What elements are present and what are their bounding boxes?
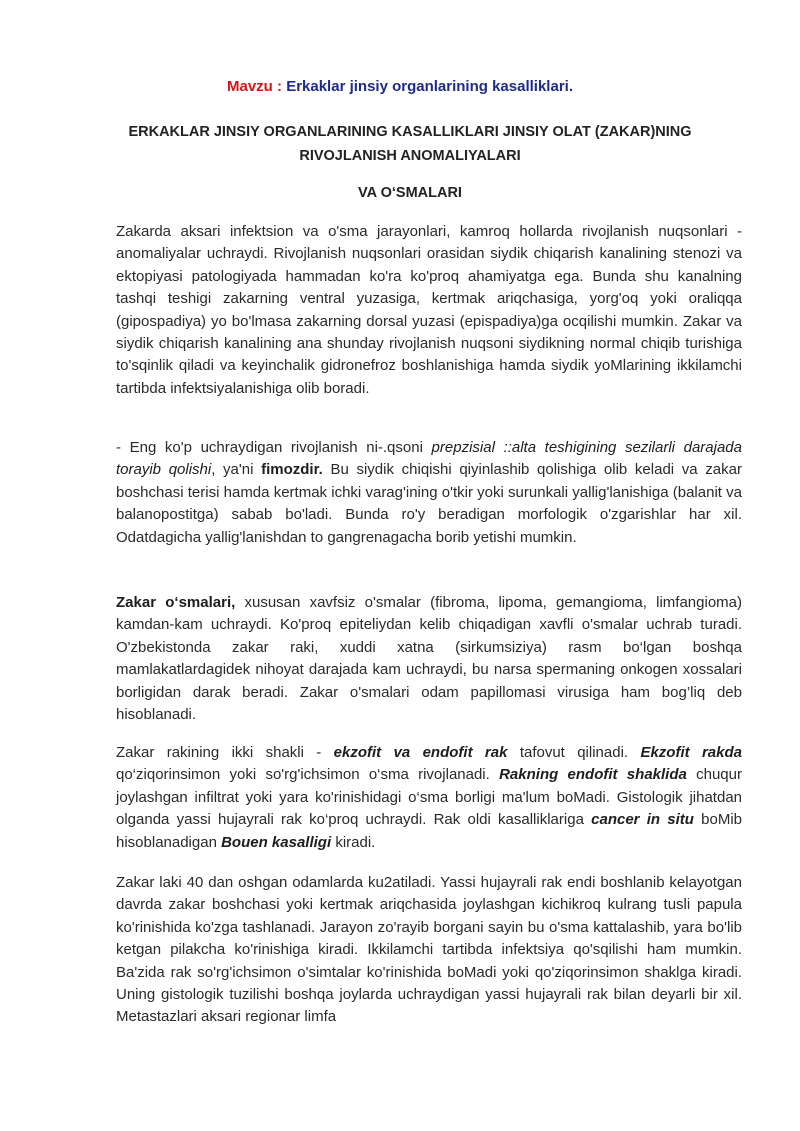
text-run: boMib hisoblanadigan — [116, 811, 743, 851]
section-heading: ERKAKLAR JINSIY ORGANLARINING KASALLIKLARI JINSIY OLAT (ZAKAR)NING RIVOJLANISH ANOMALIYALARI — [128, 124, 692, 164]
paragraph-cancer-forms — [116, 742, 742, 854]
text-run: chuqur joylashgan infiltrat yoki yara ko'rinishidagi o‘sma borligi ma'lum boMadi. Gistologik jihatdan olganda yassi hujayrali rak ko‘proq uchraydi. Rak oldi kasalliklariga — [116, 766, 742, 829]
bold-term: fimozdir. — [261, 461, 323, 479]
text-run: , ya'ni — [211, 461, 254, 479]
bold-italic-term: ekzofit va endofit rak — [333, 744, 508, 761]
paragraph-tumors — [116, 592, 742, 726]
section-subheading: VA O‘SMALARI — [358, 185, 462, 201]
text-run: - Eng ko'p uchraydigan rivojlanish ni-.qsoni — [116, 439, 423, 456]
paragraph-anomalies: Zakarda aksari infektsion va o'sma jarayonlari, kamroq hollarda rivojlanish nuqsonlari - anomaliyalar uchraydi. Rivojlanish nuqsonlari orasidan siydik chiqarish kanalining stenozi va ektopiyasi patologiyada hammadan ko'ra ko'proq ahamiyatga ega. Bunda shu kanalning tashqi teshigi zakarning ventral yuzasiga, kertmak ariqchasiga, yorg'oq yoki oraliqqa (gipospadiya) yo bo'lmasa zakarning dorsal yuzasi (epispadiya)ga ocqilishi mumkin. Zakar va siydik chiqarish kanalining ana shunday rivojlanish nuqsoni siydikning normal chiqib turishiga to'sqinlik qiladi va keyinchalik gidronefroz boshlanishiga hamda siydik yoMlarining ikkilamchi tartibda infektsiyalanishiga olib boradi. — [116, 223, 742, 397]
topic-line — [0, 78, 800, 95]
paragraph-phimosis — [116, 437, 742, 549]
bold-italic-term: cancer in situ — [591, 811, 694, 829]
topic-label: Mavzu : — [227, 78, 283, 95]
text-run: xususan xavfsiz o'smalar (fibroma, lipoma, gemangioma, limfangioma) kamdan-kam uchraydi. Ko'proq epiteliydan kelib chiqadigan xavfli o'smalar uchrab turadi. O'zbekistonda zakar raki, xuddi xatna (sirkumsiziya) rasm bo‘lgan boshqa mamlakatlardagidek nihoyat darajada kam uchraydi, bu narsa spermaning onkogen xossalari borligidan darak beradi. Zakar o'smalari odam papillomasi virusiga ham bog’liq deb hisoblanadi. — [116, 594, 742, 724]
topic-title: Erkaklar jinsiy organlarining kasalliklari. — [286, 78, 573, 95]
text-run: qo‘ziqorinsimon yoki so'rg'ichsimon o‘sma rivojlanadi. — [116, 766, 490, 784]
paragraph-cancer-course: Zakar laki 40 dan oshgan odamlarda ku2atiladi. Yassi hujayrali rak endi boshlanib kelayotgan davrda zakar boshchasi yoki kertmak ariqchasida joylashgan kichikroq kulrang tusli papula ko'rinishida ko'zga tashlanadi. Jarayon zo'rayib borgani sayin bu o'sma kattalashib, yara bo'lib ketgan pilakcha ko'rinishiga kiradi. Ikkilamchi tartibda infektsiya qo'sqilishi ham mumkin. Ba'zida rak so'rg'ichsimon o'simtalar ko'rinishida boMadi yoki qo'ziqorinsimon shaklga kiradi. Uning gistologik tuzilishi boshqa joylarda uchraydigan yassi hujayrali rak bilan deyarli bir xil. Metastazlari aksari regionar limfa — [116, 874, 742, 1026]
bold-term: Zakar o‘smalari, — [116, 594, 236, 611]
text-run: tafovut qilinadi. — [519, 744, 629, 761]
bold-italic-term: Ekzofit rakda — [640, 744, 742, 761]
bold-italic-term: Bouen kasalligi — [221, 833, 332, 851]
text-run: Bu siydik chiqishi qiyinlashib qolishiga olib keladi va zakar boshchasi terisi hamda kertmak ichki varag'ining o'tkir yoki surunkali yallig'lanishiga (balanit va balanopostitga) sabab bo'ladi. Bunda ro'y beradigan morfologik o'zgarishlar har xil. Odatdagicha yallig'lanishdan to gangrenagacha borib yetishi mumkin. — [116, 461, 742, 546]
italic-term: prepzisial ::alta teshigining sezilarli darajada torayib qolishi — [116, 439, 742, 479]
text-run: Zakar rakining ikki shakli - — [116, 744, 322, 761]
bold-italic-term: Rakning endofit shaklida — [499, 766, 687, 784]
text-run: kiradi. — [335, 833, 376, 851]
